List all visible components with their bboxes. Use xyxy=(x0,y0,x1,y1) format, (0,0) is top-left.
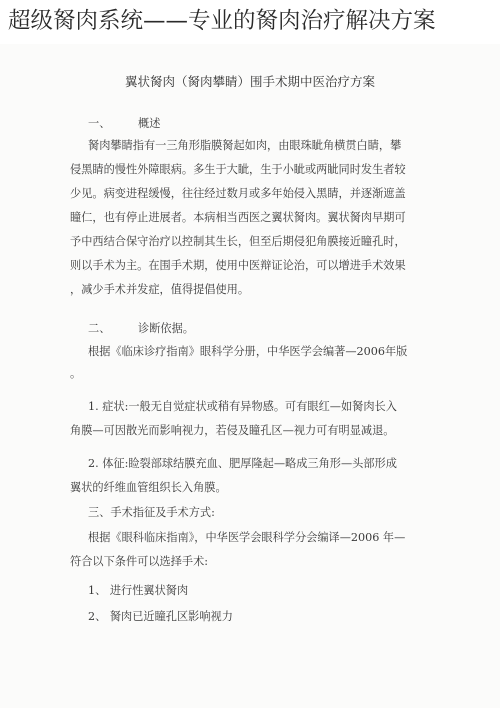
document-page xyxy=(0,44,500,708)
paragraph-overview-line: 予中西结合保守治疗以控制其生长，但至后期侵犯角膜接近瞳孔时， xyxy=(70,235,406,248)
section-2-number: 二、 xyxy=(88,322,111,335)
paragraph-basis-line: 根据《临床诊疗指南》眼科学分册，中华医学会编著—2006年版 xyxy=(88,345,408,358)
section-3-heading: 三、手术指征及手术方式: xyxy=(88,506,215,519)
paragraph-overview-line: ，减少手术并发症，值得提倡使用。 xyxy=(70,283,250,296)
list-item: 2、 胬肉已近瞳孔区影响视力 xyxy=(88,610,233,623)
paragraph-overview-line: 侵黑睛的慢性外障眼病。多生于大眦，生于小眦或两眦同时发生者较 xyxy=(70,163,406,176)
section-2-title: 诊断依据。 xyxy=(138,322,194,335)
document-title: 翼状胬肉（胬肉攀睛）围手术期中医治疗方案 xyxy=(124,74,375,89)
paragraph-overview-line: 胬肉攀睛指有一三角形脂膜胬起如肉，由眼珠眦角横贯白睛，攀 xyxy=(88,139,402,152)
section-1-number: 一、 xyxy=(88,117,111,130)
section-1-title: 概述 xyxy=(138,117,161,130)
paragraph-surgery-line: 根据《眼科临床指南》，中华医学会眼科学分会编译—2006 年— xyxy=(88,531,406,544)
paragraph-signs-line: 2. 体征:睑裂部球结膜充血、肥厚隆起—略成三角形—头部形成 xyxy=(88,457,397,470)
paragraph-signs-line: 翼状的纤维血管组织长入角膜。 xyxy=(70,481,227,494)
paragraph-symptoms-line: 1. 症状:一般无自觉症状或稍有异物感。可有眼红—如胬肉长入 xyxy=(88,400,397,413)
paragraph-overview-line: 少见。病变进程缓慢，往往经过数月或多年始侵入黑睛，并逐渐遮盖 xyxy=(70,187,406,200)
paragraph-surgery-line: 符合以下条件可以选择手术: xyxy=(70,555,209,568)
paragraph-symptoms-line: 角膜—可因散光而影响视力，若侵及瞳孔区—视力可有明显减退。 xyxy=(70,424,395,437)
paragraph-overview-line: 瞳仁，也有停止进展者。本病相当西医之翼状胬肉。翼状胬肉早期可 xyxy=(70,211,406,224)
list-item: 1、 进行性翼状胬肉 xyxy=(88,584,189,597)
site-title: 超级胬肉系统——专业的胬肉治疗解决方案 xyxy=(8,8,436,34)
paragraph-basis-line: 。 xyxy=(70,367,82,380)
paragraph-overview-line: 则以手术为主。在围手术期，使用中医辩证论治，可以增进手术效果 xyxy=(70,259,406,272)
